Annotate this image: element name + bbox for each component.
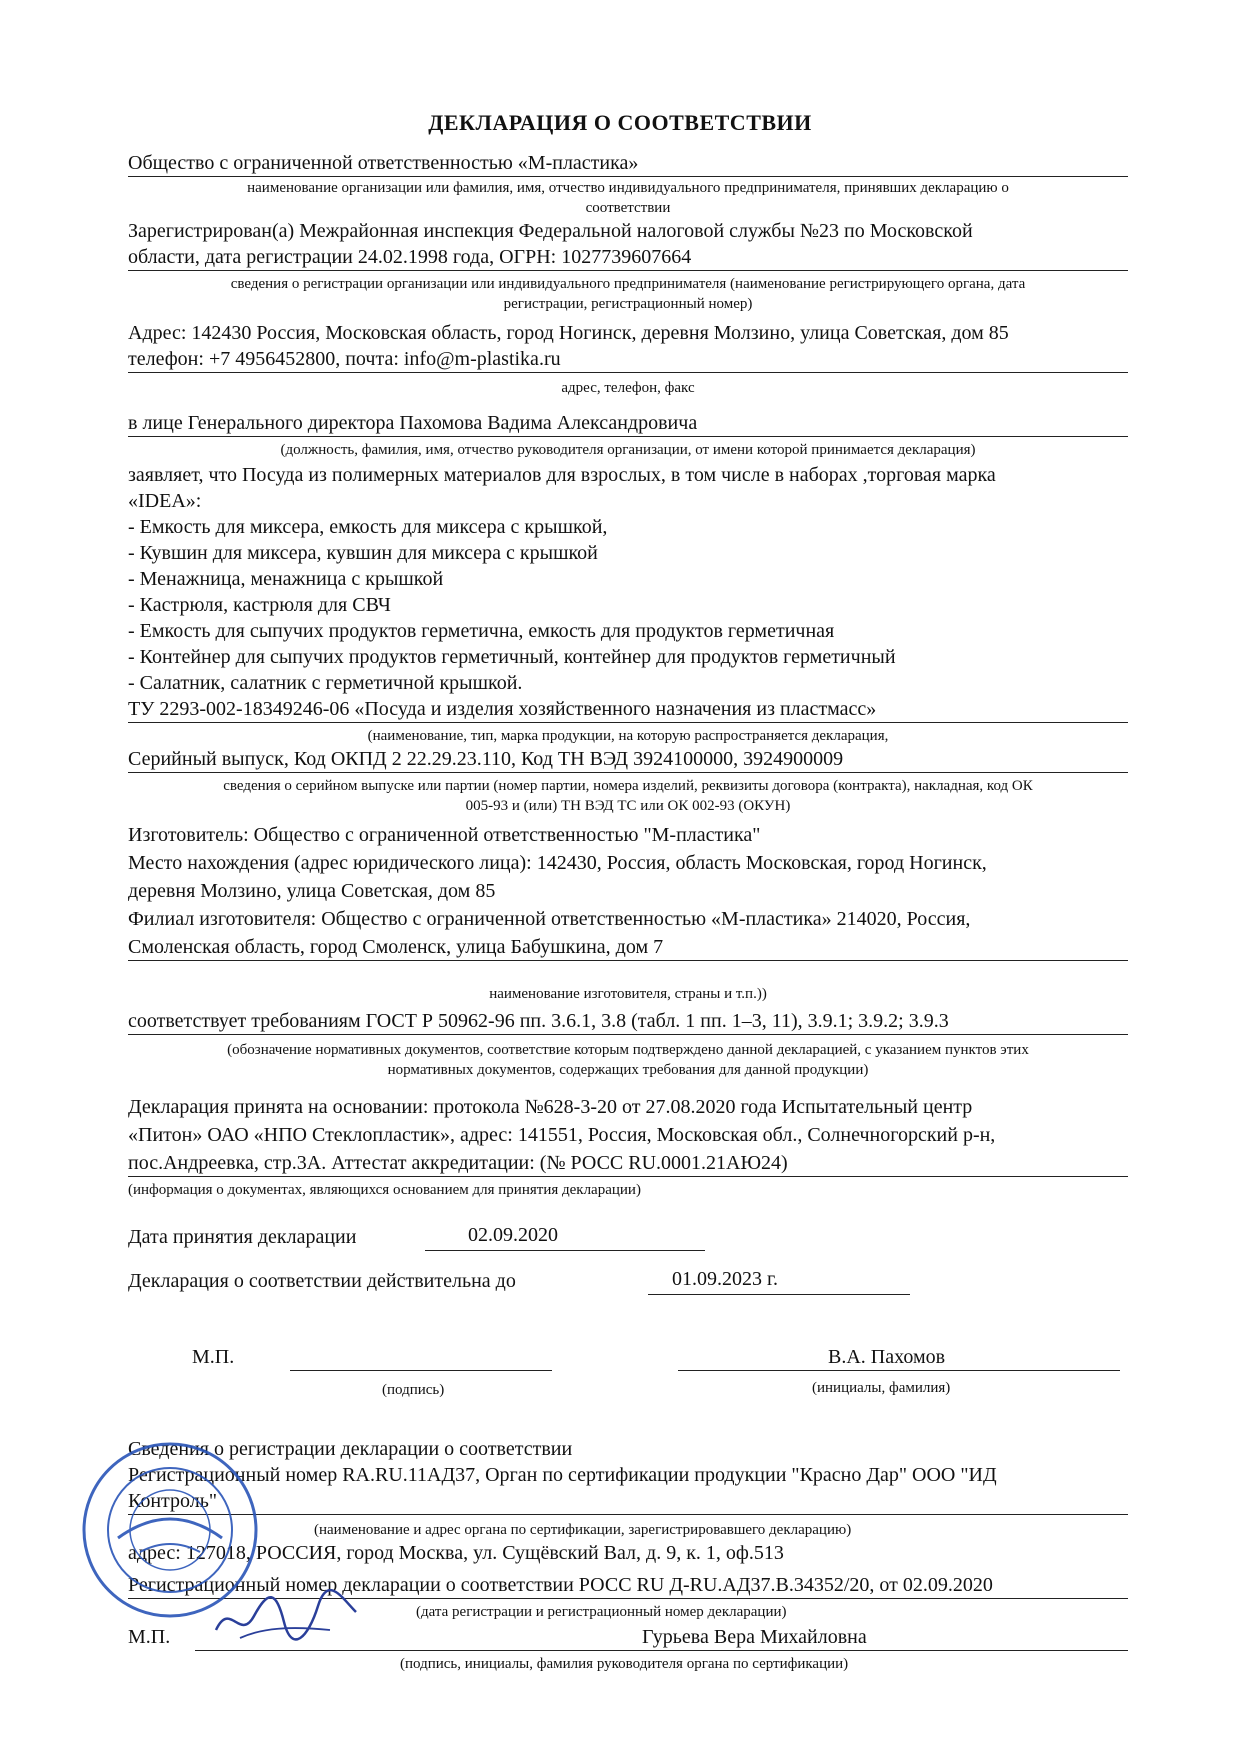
signer-name: В.А. Пахомов — [828, 1346, 946, 1368]
caption-cert-head: (подпись, инициалы, фамилия руководителя органа по сертификации) — [400, 1656, 849, 1672]
list-item: - Контейнер для сыпучих продуктов герметичный, контейнер для продуктов герметичный — [128, 646, 896, 668]
caption-cert-body: (наименование и адрес органа по сертификации, зарегистрировавшего декларацию) — [314, 1522, 852, 1538]
valid-underline — [648, 1293, 910, 1295]
reg-info-line-1: Регистрационный номер RA.RU.11АД37, Орган по сертификации продукции "Красно Дар" ООО "ИД — [128, 1464, 997, 1486]
caption-registration-1: сведения о регистрации организации или индивидуального предпринимателя (наименование регистрирующего органа, дата — [230, 276, 1026, 292]
caption-manufacturer: наименование изготовителя, страны и т.п.)) — [489, 986, 767, 1002]
valid-value: 01.09.2023 г. — [672, 1268, 778, 1290]
caption-initials: (инициалы, фамилия) — [812, 1380, 951, 1396]
caption-serial-2: 005-93 и (или) ТН ВЭД ТС или ОК 002-93 (ОКУН) — [465, 798, 791, 814]
manufacturer-line: Место нахождения (адрес юридического лица): 142430, Россия, область Московская, город Ногинск, — [128, 852, 987, 874]
caption-basis: (информация о документах, являющихся основанием для принятия декларации) — [128, 1182, 641, 1198]
declares-line-2: «IDEA»: — [128, 490, 202, 512]
caption-org-2: соответствии — [585, 200, 671, 216]
cert-address: адрес: 127018, РОССИЯ, город Москва, ул. Сущёвский Вал, д. 9, к. 1, оф.513 — [128, 1542, 784, 1564]
declaration-reg-line: Регистрационный номер декларации о соответствии РОСС RU Д-RU.АД37.В.34352/20, от 02.09.2020 — [128, 1572, 1128, 1599]
caption-declaration-reg: (дата регистрации и регистрационный номер декларации) — [416, 1604, 787, 1620]
conforms-line: соответствует требованиям ГОСТ Р 50962-96 пп. 3.6.1, 3.8 (табл. 1 пп. 1–3, 11), 3.9.1; 3.9.2; 3.9.3 — [128, 1008, 1128, 1035]
mp-label: М.П. — [192, 1346, 235, 1368]
list-item: - Кастрюля, кастрюля для СВЧ — [128, 594, 391, 616]
signature-underline — [290, 1369, 552, 1371]
list-item: - Салатник, салатник с герметичной крышкой. — [128, 672, 523, 694]
caption-conforms-2: нормативных документов, содержащих требования для данной продукции) — [387, 1062, 869, 1078]
caption-product: (наименование, тип, марка продукции, на которую распространяется декларация, — [367, 728, 889, 744]
caption-registration-2: регистрации, регистрационный номер) — [503, 296, 753, 312]
basis-line: Декларация принята на основании: протокола №628-3-20 от 27.08.2020 года Испытательный центр — [128, 1096, 973, 1118]
manufacturer-line: деревня Молзино, улица Советская, дом 85 — [128, 880, 496, 902]
date-value: 02.09.2020 — [468, 1224, 558, 1246]
cert-head-name: Гурьева Вера Михайловна — [642, 1626, 867, 1648]
date-underline — [425, 1249, 705, 1251]
caption-org-1: наименование организации или фамилия, имя, отчество индивидуального предпринимателя, принявших декларацию о — [247, 180, 1009, 196]
list-item: - Емкость для миксера, емкость для миксера с крышкой, — [128, 516, 608, 538]
declares-line-1: заявляет, что Посуда из полимерных материалов для взрослых, в том числе в наборах ,торговая марка — [128, 464, 996, 486]
signature-icon — [210, 1580, 360, 1650]
caption-signature: (подпись) — [382, 1382, 445, 1398]
date-label: Дата принятия декларации — [128, 1226, 357, 1248]
list-item: - Емкость для сыпучих продуктов герметична, емкость для продуктов герметичная — [128, 620, 835, 642]
caption-address: адрес, телефон, факс — [561, 380, 695, 396]
valid-label: Декларация о соответствии действительна до — [128, 1270, 516, 1292]
address-line-2: телефон: +7 4956452800, почта: info@m-plastika.ru — [128, 346, 1128, 373]
org-name: Общество с ограниченной ответственностью «М-пластика» — [128, 150, 1128, 177]
director-line: в лице Генерального директора Пахомова Вадима Александровича — [128, 410, 1128, 437]
basis-line: пос.Андреевка, стр.3А. Аттестат аккредитации: (№ РОСС RU.0001.21АЮ24) — [128, 1150, 1128, 1177]
registration-line-2: области, дата регистрации 24.02.1998 года, ОГРН: 1027739607664 — [128, 244, 1128, 271]
basis-line: «Питон» ОАО «НПО Стеклопластик», адрес: 141551, Россия, Московская обл., Солнечногорский р-н, — [128, 1124, 996, 1146]
page-title: ДЕКЛАРАЦИЯ О СООТВЕТСТВИИ — [428, 110, 812, 135]
registration-line-1: Зарегистрирован(а) Межрайонная инспекция Федеральной налоговой службы №23 по Московской — [128, 220, 973, 242]
manufacturer-line: Смоленская область, город Смоленск, улица Бабушкина, дом 7 — [128, 934, 1128, 961]
list-item: - Менажница, менажница с крышкой — [128, 568, 444, 590]
tu-line: ТУ 2293-002-18349246-06 «Посуда и изделия хозяйственного назначения из пластмасс» — [128, 696, 1128, 723]
reg-info-line-2: Контроль" — [128, 1488, 1128, 1515]
caption-director: (должность, фамилия, имя, отчество руководителя организации, от имени которой принимается декларация) — [280, 442, 976, 458]
caption-serial-1: сведения о серийном выпуске или партии (номер партии, номера изделий, реквизиты договора (контракта), накладная, код ОК — [223, 778, 1033, 794]
address-line-1: Адрес: 142430 Россия, Московская область, город Ногинск, деревня Молзино, улица Советская, дом 85 — [128, 322, 1009, 344]
manufacturer-line: Изготовитель: Общество с ограниченной ответственностью "М-пластика" — [128, 824, 761, 846]
list-item: - Кувшин для миксера, кувшин для миксера с крышкой — [128, 542, 598, 564]
mp2-label: М.П. — [128, 1626, 171, 1648]
serial-line: Серийный выпуск, Код ОКПД 2 22.29.23.110, Код ТН ВЭД 3924100000, 3924900009 — [128, 746, 1128, 773]
reg-info-title: Сведения о регистрации декларации о соответствии — [128, 1438, 573, 1460]
manufacturer-line: Филиал изготовителя: Общество с ограниченной ответственностью «М-пластика» 214020, Россия, — [128, 908, 971, 930]
caption-conforms-1: (обозначение нормативных документов, соответствие которым подтверждено данной декларацией, с указанием пунктов этих — [227, 1042, 1029, 1058]
